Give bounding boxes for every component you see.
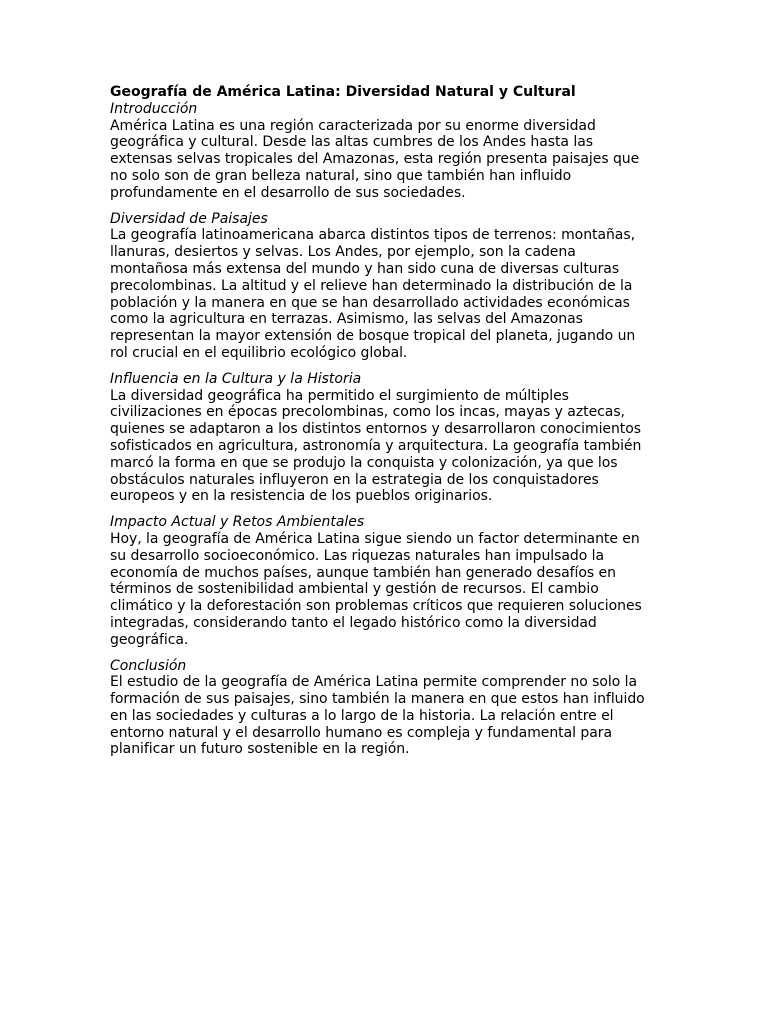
section-paragraph: América Latina es una región caracterizada por su enorme diversidad geográfica y cultural. Desde las altas cumbres de los Andes hasta las extensas selvas tropicales del Amazonas, esta región presenta paisajes que no solo son de gran belleza natural, sino que también han influido profundamente en el desarrollo de sus sociedades. — [110, 117, 640, 201]
section-heading: Diversidad de Paisajes — [110, 210, 268, 227]
section-paragraph: La diversidad geográfica ha permitido el surgimiento de múltiples civilizaciones en épocas precolombinas, como los incas, mayas y aztecas, quienes se adaptaron a los distintos entornos y desarrollaron conocimientos sofisticados en agricultura, astronomía y arquitectura. La geografía también marcó la forma en que se produjo la conquista y colonización, ya que los obstáculos naturales influyeron en la estrategia de los conquistadores europeos y en la resistencia de los pueblos originarios. — [110, 387, 642, 505]
section-heading: Influencia en la Cultura y la Historia — [110, 370, 362, 387]
document-content — [110, 84, 655, 758]
section-heading: Introducción — [110, 100, 198, 117]
section-heading: Conclusión — [110, 657, 187, 674]
section-paragraph: Hoy, la geografía de América Latina sigue siendo un factor determinante en su desarrollo socioeconómico. Las riquezas naturales han impulsado la economía de muchos países, aunque también han generado desafíos en términos de sostenibilidad ambiental y gestión de recursos. El cambio climático y la deforestación son problemas críticos que requieren soluciones integradas, considerando tanto el legado histórico como la diversidad geográfica. — [110, 530, 642, 648]
section-paragraph: La geografía latinoamericana abarca distintos tipos de terrenos: montañas, llanuras, desiertos y selvas. Los Andes, por ejemplo, son la cadena montañosa más extensa del mundo y han sido cuna de diversas culturas precolombinas. La altitud y el relieve han determinado la distribución de la población y la manera en que se han desarrollado actividades económicas como la agricultura en terrazas. Asimismo, las selvas del Amazonas representan la mayor extensión de bosque tropical del planeta, jugando un rol crucial en el equilibrio ecológico global. — [110, 227, 636, 361]
section-heading: Impacto Actual y Retos Ambientales — [110, 514, 365, 531]
section-paragraph: El estudio de la geografía de América Latina permite comprender no solo la formación de sus paisajes, sino también la manera en que estos han influido en las sociedades y culturas a lo largo de la historia. La relación entre el entorno natural y el desarrollo humano es compleja y fundamental para planificar un futuro sostenible en la región. — [110, 674, 645, 758]
section-impacto-actual-retos — [110, 514, 655, 648]
section-diversidad-de-paisajes — [110, 211, 655, 362]
section-introduccion — [110, 101, 655, 202]
document-title: Geografía de América Latina: Diversidad Natural y Cultural — [110, 84, 576, 100]
section-conclusion — [110, 658, 655, 759]
section-influencia-cultura-historia — [110, 371, 655, 505]
